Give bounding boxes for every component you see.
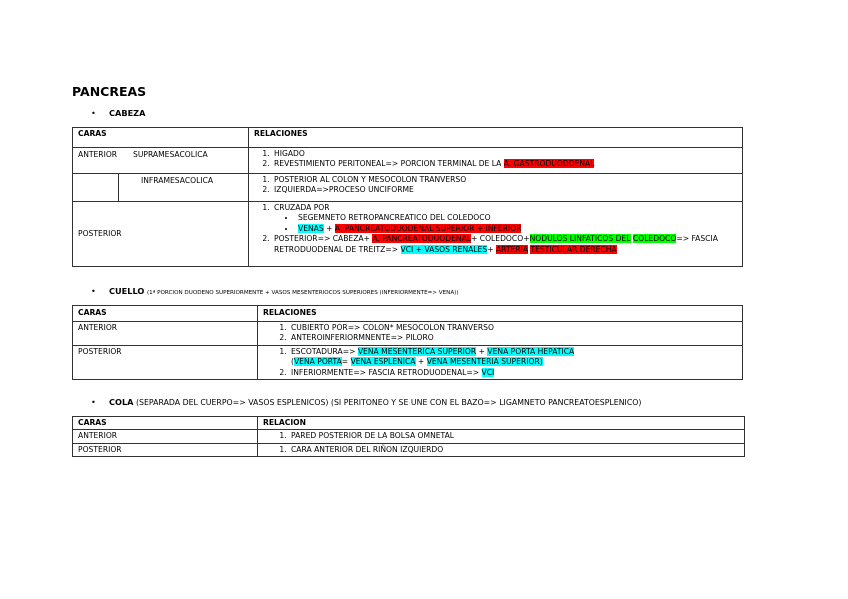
cabeza-anterior-label: ANTERIOR: [78, 150, 118, 159]
list-item: 2. POSTERIOR=> CABEZA+ A. PANCREATODUODENAL+ COLEDOCO+NODULOS LINFATICOS DEL COLEDOCO=> FASCIA RETRODUODENAL DE TREITZ=> VCI + VASOS RENALES+ ARTERIA TESTICULAR DERECHA: [272, 234, 737, 255]
highlight-cyan: VENA MESENTERICA SUPERIOR: [357, 346, 477, 356]
highlight-cyan: VENA MESENTERIA SUPERIOR): [426, 357, 543, 367]
bullet-icon: •: [91, 108, 96, 118]
cola-anterior-relacion: [258, 430, 745, 443]
highlight-cyan: VCI + VASOS RENALES: [400, 244, 488, 254]
list-item: 1. PARED POSTERIOR DE LA BOLSA OMNETAL: [289, 431, 739, 441]
page-title: PANCREAS: [72, 84, 147, 99]
cabeza-posterior-label: POSTERIOR: [73, 202, 249, 267]
list-item: 2. INFERIORMENTE=> FASCIA RETRODUODENAL=> VCI: [289, 368, 737, 378]
list-item: 1. HIGADO: [272, 149, 737, 159]
cabeza-posterior-relaciones: [249, 202, 743, 267]
cabeza-table: [72, 127, 743, 267]
highlight-cyan: VENA PORTA: [293, 357, 342, 367]
cuello-posterior-relaciones: [258, 345, 743, 379]
cabeza-heading: [91, 108, 145, 118]
cola-note: (SEPARADA DEL CUERPO=> VASOS ESPLENICOS) (SI PERITONEO Y SE UNE CON EL BAZO=> LIGAMNETO PANCREATOESPLENICO): [133, 398, 642, 407]
highlight-green: COLEDOCO: [632, 234, 677, 244]
highlight-red: A. PANCREATODUODENAL: [372, 234, 471, 244]
sub-list-item: • SEGEMNETO RETROPANCREATICO DEL COLEDOCO: [296, 213, 737, 223]
cola-heading-text: COLA: [109, 397, 134, 407]
list-item: 1. CARA ANTERIOR DEL RIÑON IZQUIERDO: [289, 445, 739, 455]
list-item: 2. ANTEROINFERIORMNENTE=> PILORO: [289, 333, 737, 343]
cabeza-supra-relaciones: [249, 148, 743, 174]
cola-heading: [91, 397, 641, 407]
cabeza-col-relaciones: RELACIONES: [249, 128, 743, 148]
cabeza-anterior-supra-cell: [73, 148, 249, 174]
cabeza-heading-text: CABEZA: [109, 108, 146, 118]
highlight-red: TESTICULAR DERECHA: [530, 244, 617, 254]
cola-anterior-label: ANTERIOR: [73, 430, 258, 443]
list-item: 1. POSTERIOR AL COLON Y MESOCOLON TRANVERSO: [272, 175, 737, 185]
highlight-red: ARTERIA: [495, 244, 529, 254]
cuello-col-caras: CARAS: [73, 306, 258, 322]
highlight-cyan: VCI: [481, 367, 495, 377]
cabeza-infra-cell: [73, 174, 249, 202]
cuello-heading-text: CUELLO: [109, 286, 145, 296]
highlight-red: A. GASTRODUODDENAL: [503, 159, 595, 169]
list-item: 1. ESCOTADURA=> VENA MESENTERICA SUPERIOR + VENA PORTA HEPATICA (VENA PORTA= VENA ESPLENICA + VENA MESENTERIA SUPERIOR): [289, 347, 737, 368]
cola-table: [72, 416, 745, 457]
cuello-note: (1ª PORCION DUODENO SUPERIORMENTE + VASOS MESENTERIOCOS SUPERIORES (INFERIORMENTE=> VENA)): [146, 290, 459, 296]
cola-col-caras: CARAS: [73, 417, 258, 430]
list-item: 1. CRUZADA POR • SEGEMNETO RETROPANCREATICO DEL COLEDOCO • VENAS + A. PANCREATODUODENAL SUPERIOR + INFERIOR: [272, 203, 737, 234]
cabeza-infra-relaciones: [249, 174, 743, 202]
cola-posterior-relacion: [258, 443, 745, 456]
sub-list-item: • VENAS + A. PANCREATODUODENAL SUPERIOR + INFERIOR: [296, 224, 737, 234]
list-item: 2. REVESTIMIENTO PERITONEAL=> PORCION TERMINAL DE LA A. GASTRODUODDENAL: [272, 159, 737, 169]
highlight-green: NODULOS LINFATICOS DEL: [529, 234, 631, 244]
cuello-heading: [91, 286, 459, 296]
highlight-cyan: VENA ESPLENICA: [350, 357, 416, 367]
bullet-icon: •: [91, 286, 96, 296]
cell-divider: [118, 173, 119, 201]
highlight-cyan: VENAS: [298, 223, 324, 233]
highlight-red: A. PANCREATODUODENAL SUPERIOR + INFERIOR: [334, 223, 522, 233]
highlight-cyan: VENA PORTA HEPATICA: [487, 346, 575, 356]
cola-col-relacion: RELACION: [258, 417, 745, 430]
cuello-posterior-label: POSTERIOR: [73, 345, 258, 379]
list-item: 2. IZQUIERDA=>PROCESO UNCIFORME: [272, 185, 737, 195]
bullet-icon: •: [91, 397, 96, 407]
cuello-anterior-label: ANTERIOR: [73, 322, 258, 346]
cabeza-infra-label: INFRAMESACOLICA: [141, 176, 214, 185]
cuello-table: [72, 305, 743, 380]
cola-posterior-label: POSTERIOR: [73, 443, 258, 456]
cabeza-supra-label: SUPRAMESACOLICA: [133, 150, 208, 159]
cabeza-col-caras: CARAS: [73, 128, 249, 148]
cuello-anterior-relaciones: [258, 322, 743, 346]
cuello-col-relaciones: RELACIONES: [258, 306, 743, 322]
list-item: 1. CUBIERTO POR=> COLON* MESOCOLON TRANVERSO: [289, 323, 737, 333]
